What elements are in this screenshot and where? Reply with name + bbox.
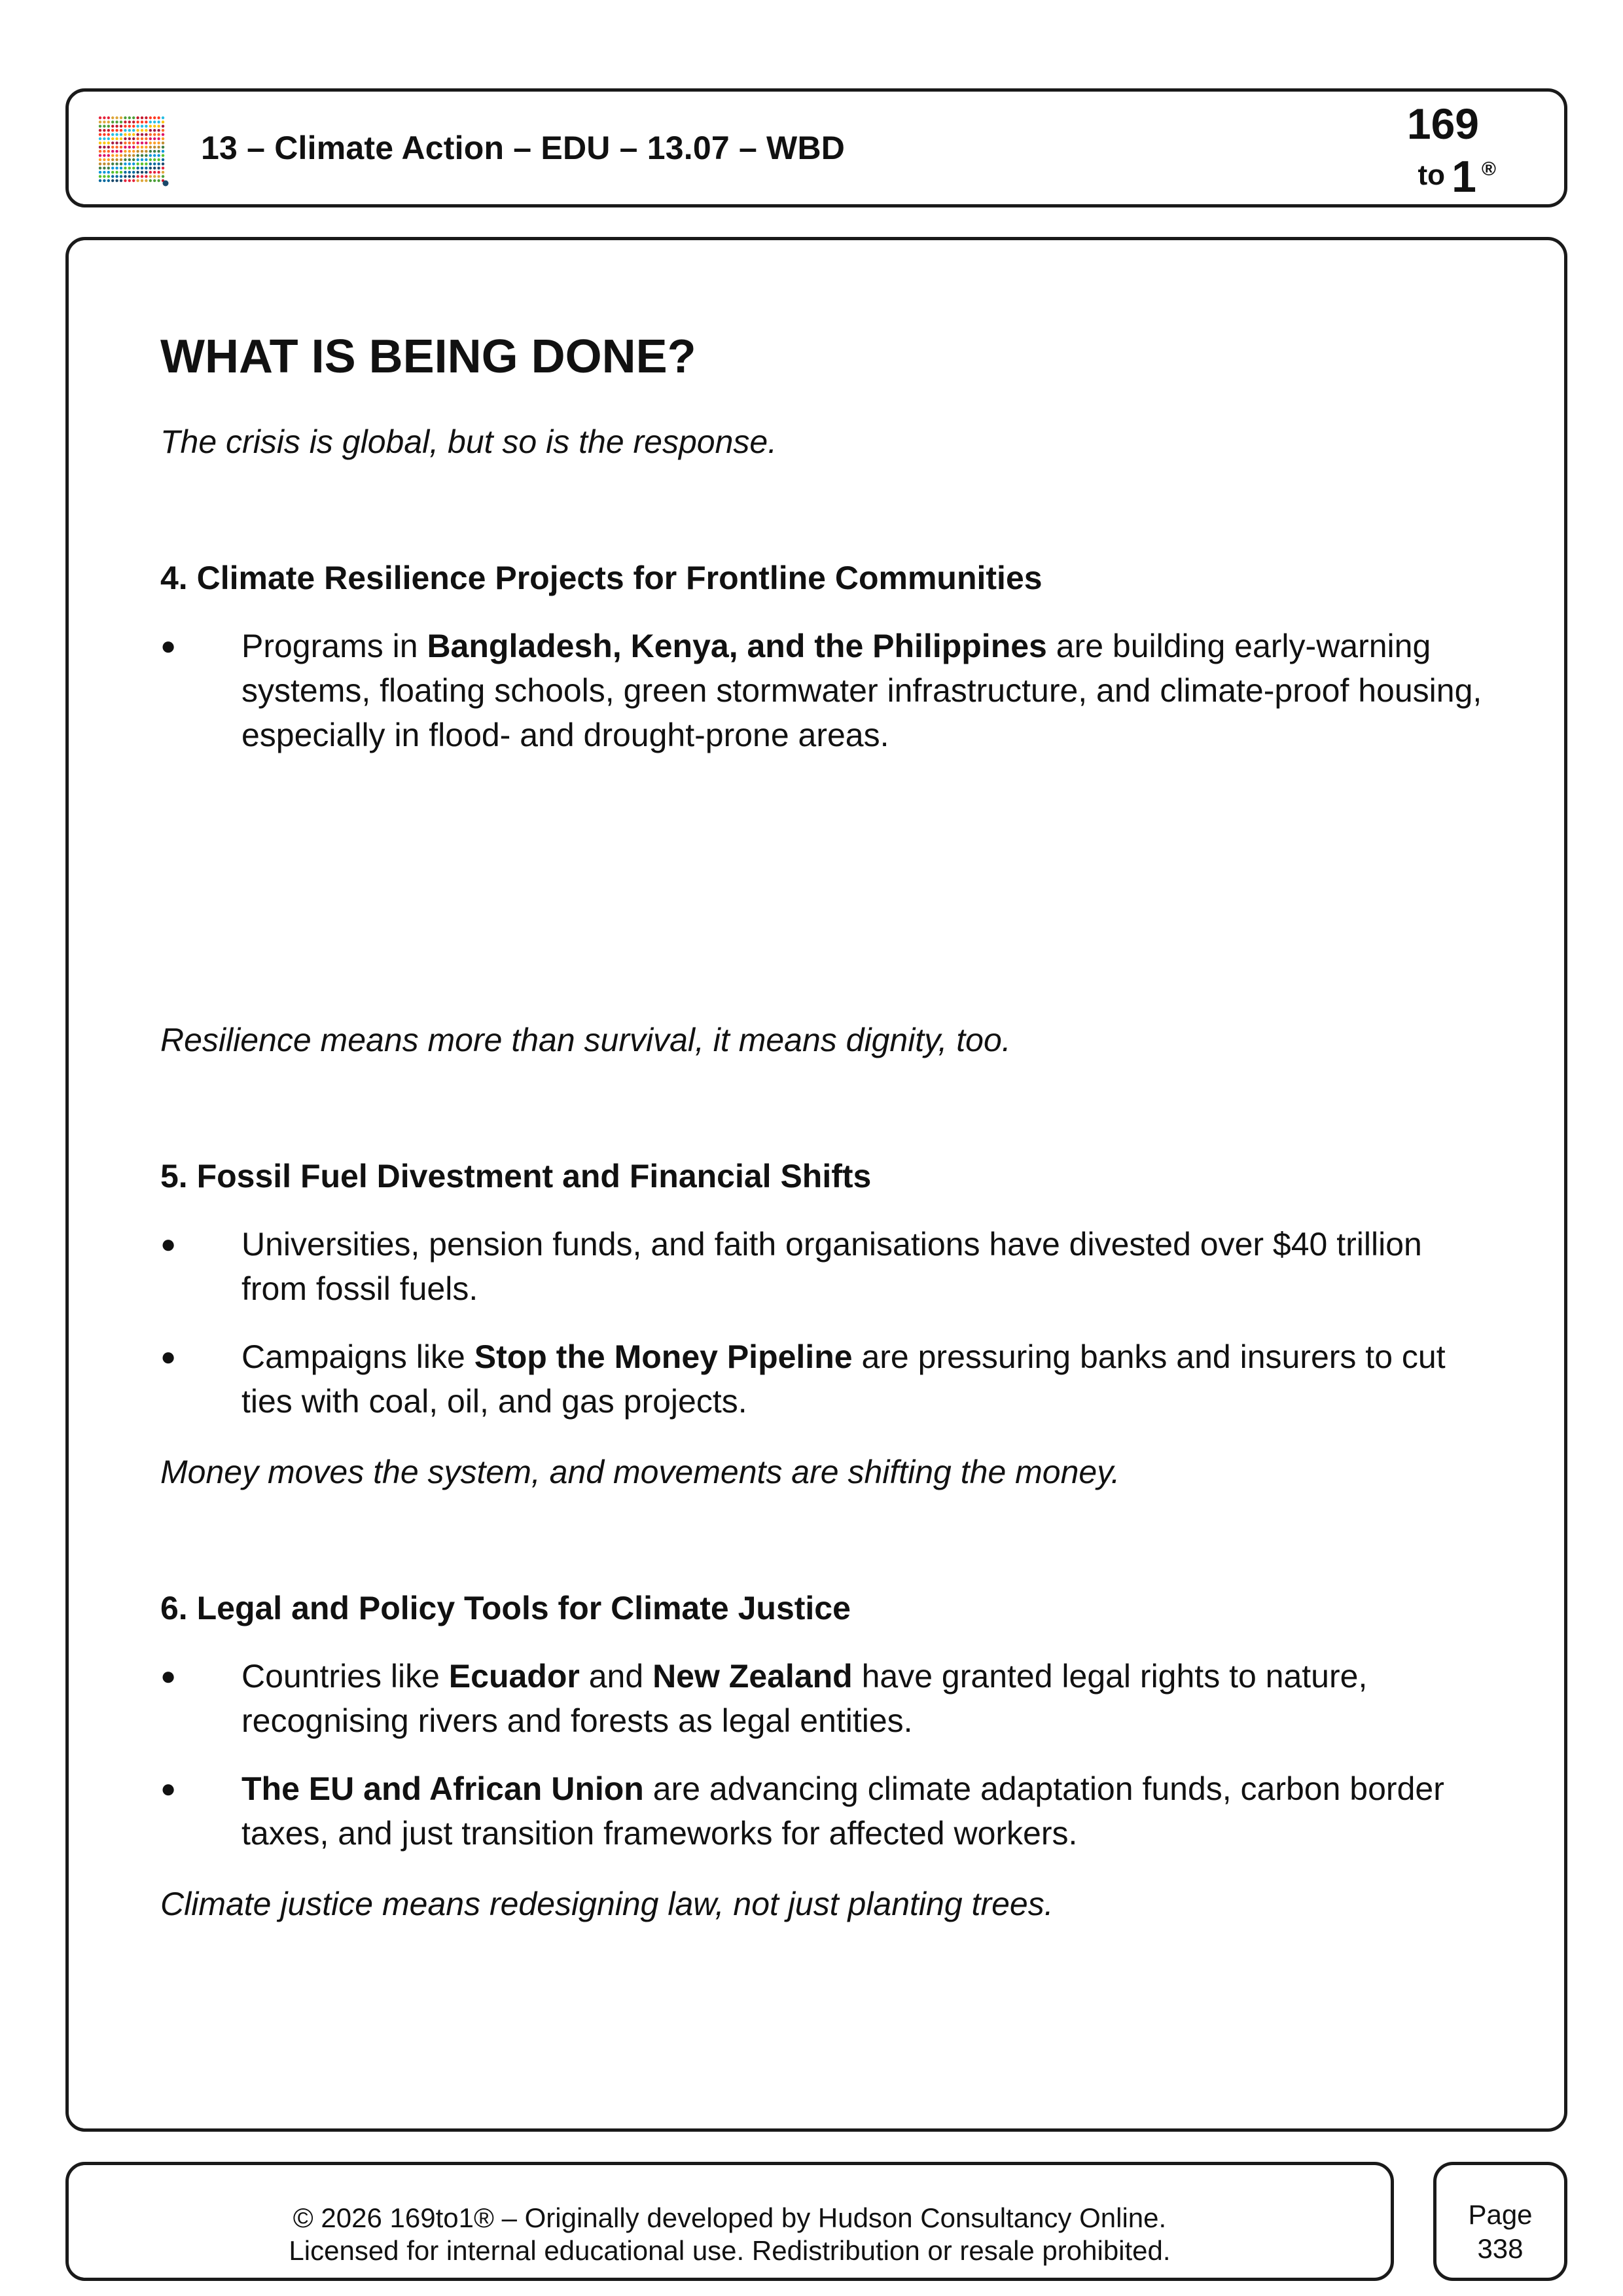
- brand-to: to: [1418, 159, 1445, 191]
- list-item: ● The EU and African Union are advancing climate adaptation funds, carbon border taxes, and just transition frameworks for affected workers.: [160, 1767, 1495, 1856]
- bullet-list: [160, 624, 1495, 757]
- content-panel: [65, 237, 1567, 2132]
- brand-logo: [1374, 98, 1505, 203]
- license-line: Licensed for internal educational use. Redistribution or resale prohibited.: [289, 2235, 1171, 2266]
- page-label: Page: [1468, 2199, 1533, 2230]
- section-heading: 6. Legal and Policy Tools for Climate Justice: [160, 1590, 851, 1626]
- bullet-list: [160, 1654, 1495, 1856]
- bullet-icon: ●: [160, 1662, 177, 1691]
- document-title: 13 – Climate Action – EDU – 13.07 – WBD: [201, 130, 846, 166]
- intro-text: The crisis is global, but so is the response.: [160, 423, 777, 460]
- bullet-icon: ●: [160, 1230, 177, 1259]
- list-item: ● Countries like Ecuador and New Zealand have granted legal rights to nature, recognising rivers and forests as legal entities.: [160, 1654, 1495, 1743]
- bullet-icon: ●: [160, 1342, 177, 1371]
- copyright-line: © 2026 169to1® – Originally developed by Hudson Consultancy Online.: [293, 2202, 1167, 2233]
- page-title: WHAT IS BEING DONE?: [160, 331, 696, 383]
- bullet-icon: ●: [160, 1774, 177, 1803]
- list-item: ● Campaigns like Stop the Money Pipeline are pressuring banks and insurers to cut ties with coal, oil, and gas projects.: [160, 1335, 1495, 1424]
- section-closing: Resilience means more than survival, it means dignity, too.: [160, 1022, 1011, 1058]
- section-closing: Money moves the system, and movements are shifting the money.: [160, 1454, 1120, 1490]
- bullet-icon: ●: [160, 632, 177, 660]
- section-heading: 5. Fossil Fuel Divestment and Financial Shifts: [160, 1158, 872, 1194]
- sdg-dot-grid-logo-icon: [98, 115, 169, 187]
- brand-one: 1: [1452, 152, 1476, 202]
- section-closing: Climate justice means redesigning law, not just planting trees.: [160, 1886, 1054, 1922]
- bullet-list: [160, 1222, 1495, 1424]
- brand-registered-mark: ®: [1481, 158, 1496, 180]
- footer-text: [69, 2202, 1391, 2267]
- section-heading: 4. Climate Resilience Projects for Frontline Communities: [160, 560, 1043, 596]
- brand-number: 169: [1406, 99, 1479, 148]
- list-item: ● Universities, pension funds, and faith organisations have divested over $40 trillion from fossil fuels.: [160, 1222, 1495, 1311]
- list-item: ● Programs in Bangladesh, Kenya, and the Philippines are building early-warning systems, floating schools, green stormwater infrastructure, and climate-proof housing, especially in flood- and drought-prone areas.: [160, 624, 1495, 757]
- page-number: 338: [1477, 2233, 1524, 2264]
- page-number-box: [1433, 2162, 1567, 2281]
- header-bar: [65, 88, 1567, 207]
- footer-copyright-box: [65, 2162, 1394, 2281]
